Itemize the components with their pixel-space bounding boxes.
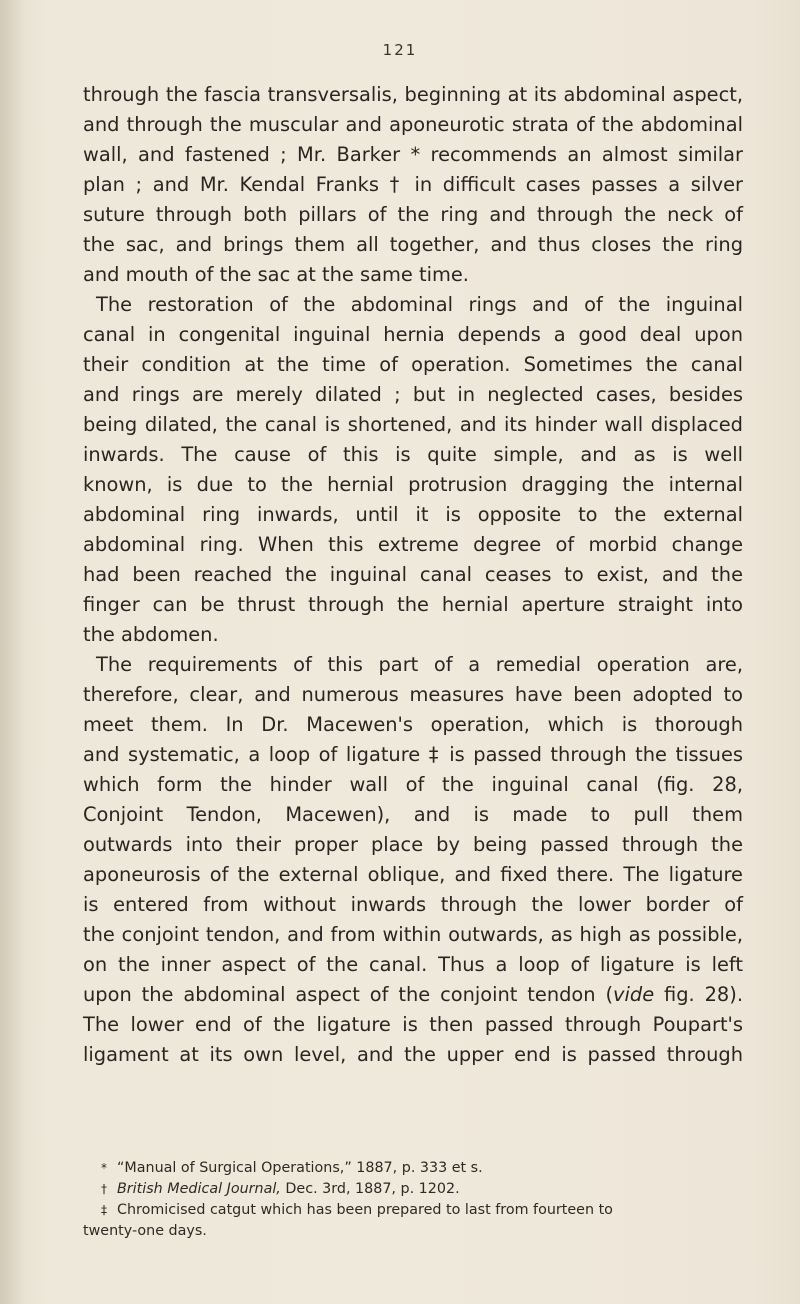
text-line: canal in congenital inguinal hernia depends a good deal upon — [83, 323, 743, 346]
text-line: Conjoint Tendon, Macewen), and is made to pull them — [83, 803, 743, 826]
text-line: and rings are merely dilated ; but in neglected cases, besides — [83, 383, 743, 406]
footnote-text: “Manual of Surgical Operations,” 1887, p. 333 et s. — [117, 1160, 483, 1176]
text-line: inwards. The cause of this is quite simple, and as is well — [83, 443, 743, 466]
text-line: the sac, and brings them all together, and thus closes the ring — [83, 233, 743, 256]
text-line: The lower end of the ligature is then passed through Poupart's — [83, 1013, 743, 1036]
text-line: through the fascia transversalis, beginning at its abdominal aspect, — [83, 83, 743, 106]
line-segment: fig. 28). — [654, 983, 743, 1006]
footnote-3 — [83, 1200, 743, 1221]
text-line: had been reached the inguinal canal ceases to exist, and the — [83, 563, 743, 586]
italic-word: vide — [613, 983, 655, 1006]
text-line: abdominal ring inwards, until it is opposite to the external — [83, 503, 743, 526]
text-line-with-italic — [83, 980, 743, 1010]
text-line: which form the hinder wall of the inguinal canal (fig. 28, — [83, 773, 743, 796]
footnote-2 — [83, 1179, 743, 1200]
footnotes — [83, 1158, 743, 1242]
text-line: wall, and fastened ; Mr. Barker * recommends an almost similar — [83, 143, 743, 166]
footnote-text: Dec. 3rd, 1887, p. 1202. — [280, 1181, 460, 1197]
text-line: finger can be thrust through the hernial aperture straight into — [83, 593, 743, 616]
text-line: aponeurosis of the external oblique, and fixed there. The ligature — [83, 863, 743, 886]
text-line: therefore, clear, and numerous measures have been adopted to — [83, 683, 743, 706]
footnote-text: Chromicised catgut which has been prepared to last from fourteen to — [117, 1202, 613, 1218]
footnote-journal-title: British Medical Journal, — [117, 1181, 281, 1197]
paragraph-start-line: The requirements of this part of a remedial operation are, — [96, 653, 743, 676]
footnote-mark: ‡ — [101, 1203, 107, 1217]
text-line: is entered from without inwards through the lower border of — [83, 893, 743, 916]
text-line: plan ; and Mr. Kendal Franks † in difficult cases passes a silver — [83, 173, 743, 196]
footnote-mark: * — [101, 1161, 107, 1175]
text-line: and systematic, a loop of ligature ‡ is passed through the tissues — [83, 743, 743, 766]
footnote-1 — [83, 1158, 743, 1179]
text-line: being dilated, the canal is shortened, and its hinder wall displaced — [83, 413, 743, 436]
text-line: abdominal ring. When this extreme degree of morbid change — [83, 533, 743, 556]
page-number: 121 — [382, 41, 418, 59]
paragraph-end-line: and mouth of the sac at the same time. — [83, 263, 469, 286]
text-line: ligament at its own level, and the upper end is passed through — [83, 1043, 743, 1066]
paragraph-end-line: the abdomen. — [83, 623, 219, 646]
paragraph-start-line: The restoration of the abdominal rings and of the inguinal — [96, 293, 743, 316]
text-line: the conjoint tendon, and from within outwards, as high as possible, — [83, 923, 743, 946]
text-line: outwards into their proper place by being passed through the — [83, 833, 743, 856]
text-line: meet them. In Dr. Macewen's operation, which is thorough — [83, 713, 743, 736]
text-line: known, is due to the hernial protrusion dragging the internal — [83, 473, 743, 496]
text-line: on the inner aspect of the canal. Thus a loop of ligature is left — [83, 953, 743, 976]
footnote-3-continued: twenty-one days. — [83, 1223, 207, 1239]
footnote-mark: † — [101, 1182, 107, 1196]
body-text — [83, 80, 743, 1070]
page-edge-shadow — [0, 0, 26, 1304]
text-line: suture through both pillars of the ring and through the neck of — [83, 203, 743, 226]
line-segment: upon the abdominal aspect of the conjoint tendon ( — [83, 983, 614, 1006]
text-line: their condition at the time of operation. Sometimes the canal — [83, 353, 743, 376]
text-line: and through the muscular and aponeurotic strata of the abdominal — [83, 113, 743, 136]
